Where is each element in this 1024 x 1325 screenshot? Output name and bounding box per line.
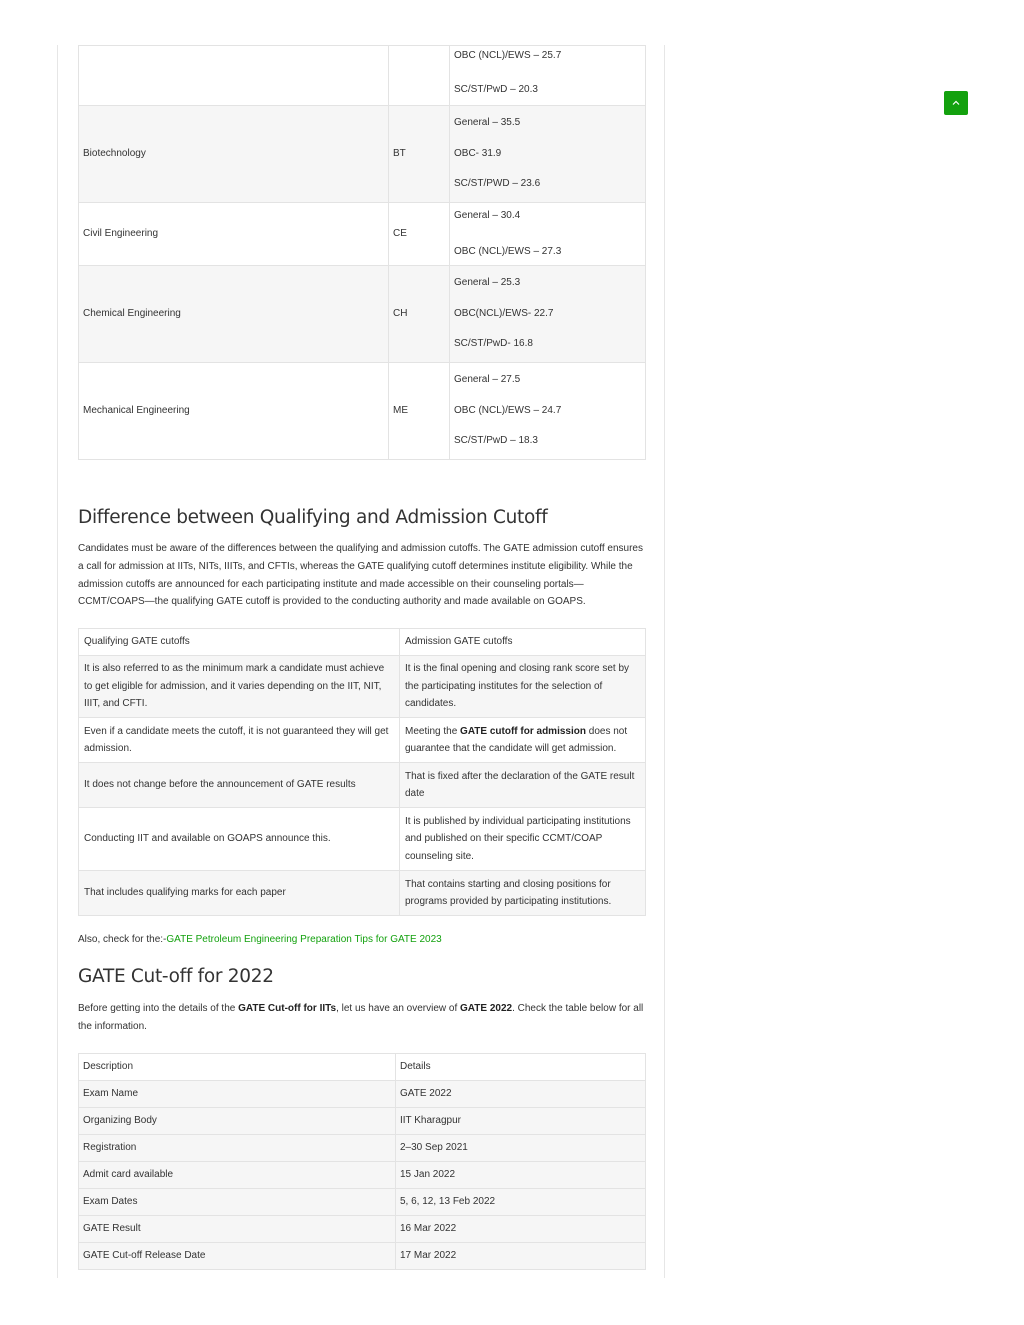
table-header-row [79,629,646,656]
table-row [79,1135,646,1162]
table-row [79,1189,646,1216]
table-header-cell: Details [396,1054,646,1081]
cutoff-line: OBC- 31.9 [454,147,502,159]
branch-cell: Chemical Engineering [79,266,389,363]
petroleum-tips-link[interactable]: GATE Petroleum Engineering Preparation Tips for GATE 2023 [166,934,442,945]
cutoff-cell [450,266,646,363]
table-cell: Organizing Body [79,1108,396,1135]
table-row [79,1243,646,1270]
table-row [79,1081,646,1108]
table-row [79,808,646,871]
table-cell: GATE 2022 [396,1081,646,1108]
table-cell: That includes qualifying marks for each paper [79,871,400,916]
cutoff-cell [450,363,646,460]
table-row [79,718,646,763]
cutoff-cell [450,106,646,203]
gate-2022-overview-table [78,1053,646,1270]
table-cell: 2–30 Sep 2021 [396,1135,646,1162]
table-cell: GATE Cut-off Release Date [79,1243,396,1270]
table-cell: Registration [79,1135,396,1162]
table-cell: GATE Result [79,1216,396,1243]
table-row [79,203,646,266]
cutoff-line: OBC (NCL)/EWS – 25.7 [454,50,562,61]
code-cell: ME [389,363,450,460]
qualifying-vs-admission-table [78,628,646,916]
table-row [79,106,646,203]
table-header-row [79,1054,646,1081]
table-cell: IIT Kharagpur [396,1108,646,1135]
cutoff-2022-paragraph [78,1000,645,1036]
table-cell [400,718,646,763]
branch-cell [79,46,389,106]
branch-cell: Civil Engineering [79,203,389,266]
cutoff-line: SC/ST/PwD – 18.3 [454,435,538,447]
table-row [79,1216,646,1243]
code-cell: CH [389,266,450,363]
table-cell: 5, 6, 12, 13 Feb 2022 [396,1189,646,1216]
cutoff-line: SC/ST/PwD- 16.8 [454,338,533,350]
cutoff-line: General – 30.4 [454,210,521,221]
table-cell-text: does not guarantee that the candidate will get admission. [405,725,628,754]
table-header-cell: Admission GATE cutoffs [400,629,646,656]
table-cell: Exam Dates [79,1189,396,1216]
section-heading-cutoff-2022: GATE Cut-off for 2022 [78,966,274,987]
chevron-up-icon [952,100,960,106]
scroll-to-top-button[interactable] [944,91,968,115]
table-cell: That is fixed after the declaration of the GATE result date [400,763,646,808]
content-frame-right-border [664,45,665,1278]
table-cell: Exam Name [79,1081,396,1108]
branch-cell: Mechanical Engineering [79,363,389,460]
cutoff-cell [450,46,646,106]
paragraph-text: Before getting into the details of the [78,1003,239,1014]
table-row [79,656,646,718]
paragraph-text: , let us have an overview of [336,1003,461,1014]
table-cell: It is also referred to as the minimum mark a candidate must achieve to get eligible for admission, and it varies depending on the IIT, NIT, IIIT, and CFTI. [79,656,400,718]
table-row [79,46,646,106]
table-row [79,266,646,363]
code-cell [389,46,450,106]
branch-cutoff-table [78,45,646,460]
table-header-cell: Qualifying GATE cutoffs [79,629,400,656]
table-cell: 17 Mar 2022 [396,1243,646,1270]
content-frame-left-border [57,45,58,1278]
table-cell: 16 Mar 2022 [396,1216,646,1243]
cutoff-line: General – 27.5 [454,373,521,385]
table-row [79,1108,646,1135]
cutoff-line: General – 25.3 [454,276,521,288]
table-cell: Admit card available [79,1162,396,1189]
cutoff-line: OBC (NCL)/EWS – 24.7 [454,404,562,416]
table-cell: It is the final opening and closing rank score set by the participating institutes for the selection of candidates. [400,656,646,718]
cutoff-line: OBC(NCL)/EWS- 22.7 [454,307,554,319]
paragraph-bold-text: GATE Cut-off for IITs [238,1003,337,1014]
table-cell: Conducting IIT and available on GOAPS announce this. [79,808,400,871]
code-cell: CE [389,203,450,266]
table-cell: Even if a candidate meets the cutoff, it is not guaranteed they will get admission. [79,718,400,763]
section-heading-difference: Difference between Qualifying and Admission Cutoff [78,507,548,528]
table-cell: That contains starting and closing positions for programs provided by participating institutions. [400,871,646,916]
table-cell: It does not change before the announcement of GATE results [79,763,400,808]
table-cell-text: Meeting the [405,725,461,737]
paragraph-bold-text: GATE 2022 [460,1003,513,1014]
code-cell: BT [389,106,450,203]
cutoff-line: SC/ST/PWD – 23.6 [454,178,541,190]
paragraph-text: . Check the table below for all the information. [78,1003,644,1032]
cutoff-line: SC/ST/PwD – 20.3 [454,84,538,95]
table-header-cell: Description [79,1054,396,1081]
also-check-paragraph [78,931,645,949]
table-cell: 15 Jan 2022 [396,1162,646,1189]
table-cell-bold-text: GATE cutoff for admission [460,725,586,737]
also-check-prefix: Also, check for the:- [78,934,167,945]
branch-cell: Biotechnology [79,106,389,203]
table-row [79,763,646,808]
cutoff-cell [450,203,646,266]
cutoff-line: General – 35.5 [454,116,521,128]
table-row [79,871,646,916]
difference-paragraph: Candidates must be aware of the differences between the qualifying and admission cutoffs. The GATE admission cutoff ensures a call for admission at IITs, NITs, IIITs, and CFTIs, whereas the GATE qualifying cutoff determines institute eligibility. While the admission cutoffs are announced for each participating institute and made accessible on their counseling portals—CCMT/COAPS—the qualifying GATE cutoff is provided to the conducting authority and made available on GOAPS. [78,543,643,608]
table-row [79,363,646,460]
cutoff-line: OBC (NCL)/EWS – 27.3 [454,246,562,257]
table-row [79,1162,646,1189]
table-cell: It is published by individual participating institutions and published on their specific CCMT/COAP counseling site. [400,808,646,871]
